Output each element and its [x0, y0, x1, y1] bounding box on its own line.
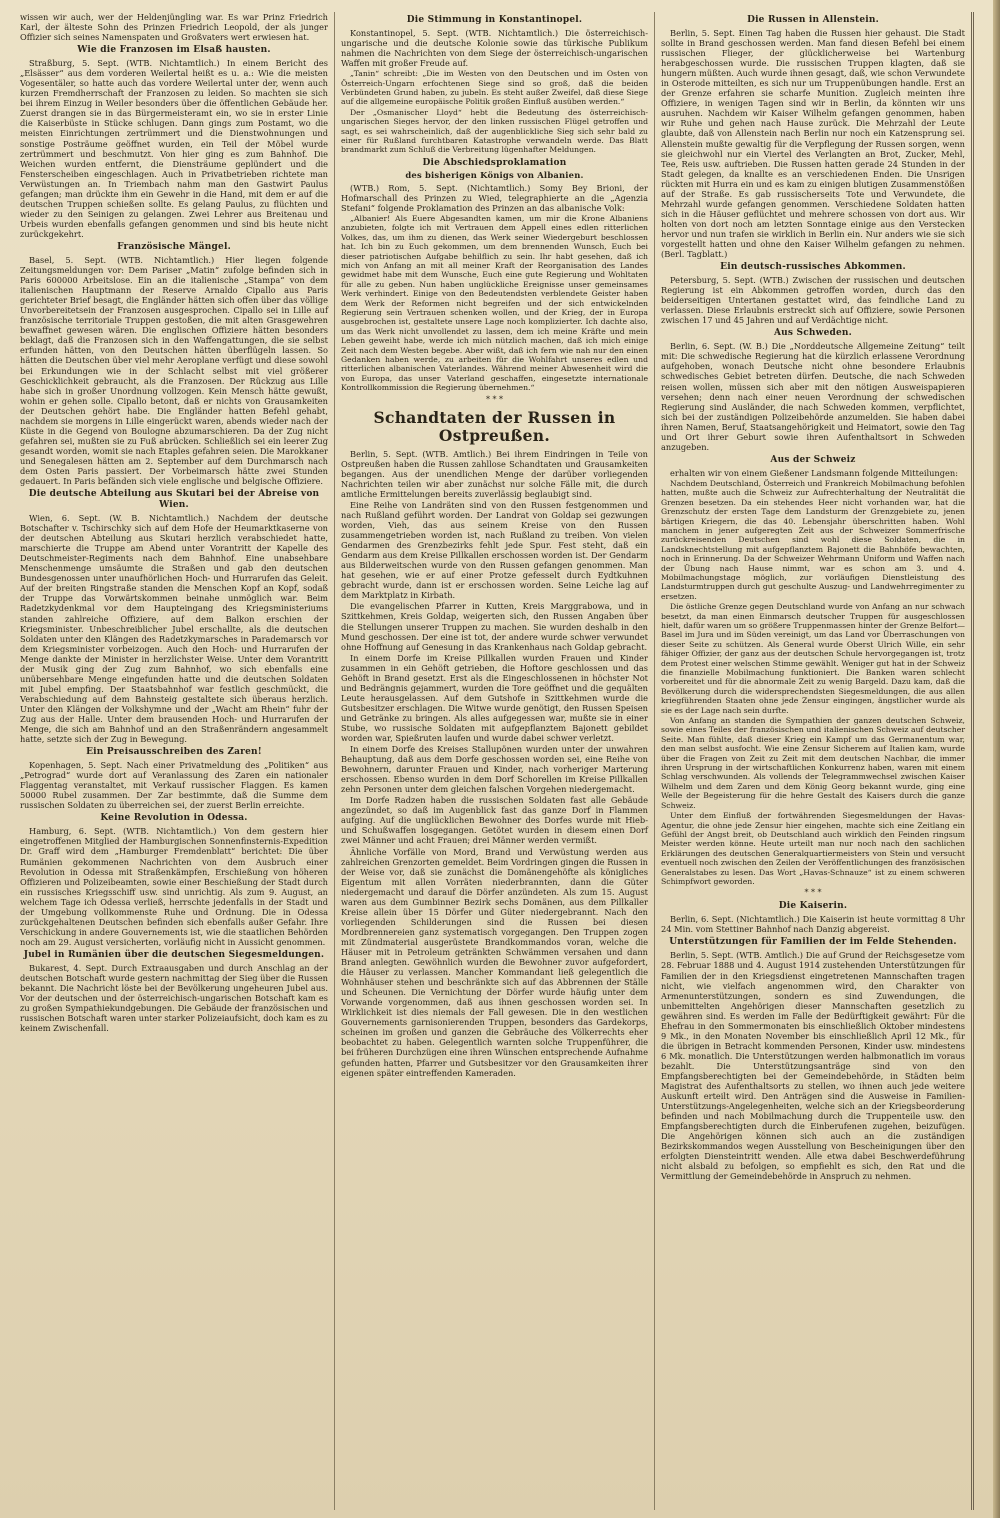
- article-headline: Unterstützungen für Familien der im Felde Stehenden.: [669, 937, 957, 948]
- article-paragraph: Berlin, 6. Sept. (W. B.) Die „Norddeutsche Allgemeine Zeitung“ teilt mit: Die schwedische Regierung hat die kürzlich erlassene Verordnung aufgehoben, wonach Deutsche nicht ohne besondere Erlaubnis schwedisches Gebiet betreten dürfen. Deutsche, die nach Schweden reisen wollen, müssen sich aber mit den nötigen Ausweispapieren versehen; denn nach einer neuen Verordnung der schwedischen Regierung sind Ausländer, die nach Schweden kommen, verpflichtet, sich bei der zuständigen Polizeibehörde anzumelden. Sie haben dabei ihren Namen, Beruf, Staatsangehörigkeit und Heimatort, sowie den Tag und Ort ihrer Geburt sowie ihren Aufenthaltsort in Schweden anzugeben.: [661, 341, 965, 452]
- article-paragraph: In einem Dorfe im Kreise Pillkallen wurden Frauen und Kinder zusammen in ein Gehöft getrieben, die Hoftore geschlossen und das Gehöft in Brand gesetzt. Erst als die Eingeschlossenen in höchster Not und Bedrängnis gejammert, wurden die Tore geöffnet und die gequälten Leute herausgelassen. Auf dem Gutshofe in Szittkehmen wurde die Gutsbesitzer erschlagen. Die Witwe wurde genötigt, den Russen Speisen und Getränke zu bringen. Als alles aufgegessen war, mußte sie in einer Stube, wo russische Soldaten mit aufgepflanztem Bajonett gebildet worden war, Spießruten laufen und wurde dabei schwer verletzt.: [341, 652, 648, 744]
- article-paragraph: Petersburg, 5. Sept. (WTB.) Zwischen der russischen und deutschen Regierung ist ein Abkommen getroffen worden, durch das den beiderseitigen Untertanen gestattet wird, das feindliche Land zu verlassen. Diese Erlaubnis erstreckt sich auf Offiziere, sowie Personen zwischen 17 und 45 Jahren und auf Verdächtige nicht.: [661, 275, 965, 326]
- page-edge: [993, 0, 1000, 1518]
- article-headline: Wie die Franzosen im Elsaß hausten.: [77, 45, 271, 56]
- article-subheadline: des bisherigen Königs von Albanien.: [405, 169, 584, 180]
- quote-paragraph: „Albanier! Als Euere Abgesandten kamen, um mir die Krone Albaniens anzubieten, folgte ich mit Vertrauen dem Appell eines edlen ritterlichen Volkes, das, um ihm zu dienen, das Werk seiner Wiedergeburt beschlossen hat. Ich bin zu Euch gekommen, um dem brennenden Wunsch, Euch bei dieser patriotischen Aufgabe behilflich zu sein. Ihr habt gesehen, daß ich mich von Anfang an mit all meiner Kraft der Reorganisation des Landes gewidmet habe mit dem Wunsche, Euch eine gute Regierung und Wohltaten für alle zu geben. Nun haben unglückliche Ereignisse unser gemeinsames Werk verhindert. Einige von den Bedeutendsten verblendete Geister haben dem Werk der Reformen nicht begreifen und der sich entwickelnden Regierung sein Vertrauen schenken wollen, und der Krieg, der in Europa ausgebrochen ist, gestaltete unsere Lage noch komplizierter. Ich dachte also, um das Werk nicht unvollendet zu lassen, dem ich meine Kräfte und mein Leben geweiht habe, werde ich mich nützlich machen, daß ich mich einige Zeit nach dem Westen begebe. Aber wißt, daß ich fern wie nah nur den einen Gedanken haben werde, zu arbeiten für die Wohlfahrt unseres edlen und ritterlichen albanischen Vaterlandes. Während meiner Abwesenheit wird die von Europa, das unser Vaterland geschaffen, eingesetzte internationale Kontrollkommission die Regierung übernehmen.“: [341, 213, 648, 393]
- article-paragraph: (WTB.) Rom, 5. Sept. (Nichtamtlich.) Somy Bey Brioni, der Hofmarschall des Prinzen zu Wied, telegraphierte an die „Agenzia Stefani“ folgende Proklamation des Prinzen an das albanische Volk:: [341, 182, 648, 213]
- main-headline: Schandtaten der Russen in Ostpreußen.: [373, 407, 616, 445]
- article-paragraph: Eine Reihe von Landräten sind von den Russen festgenommen und nach Rußland geführt worden. Der Landrat von Goldap sei gezwungen worden, Vieh, das aus seinem Kreise von den Russen zusammengetrieben worden ist, nach Rußland zu treiben. Von vielen Gendarmen des Grenzbezirks fehlt jede Spur. Fest steht, daß ein Gendarm aus dem Kreise Pillkallen erschossen worden ist. Der Gendarm aus Bilderweitschen wurde von den Russen gefangen genommen. Man hat gesehen, wie er auf einer Protze gefesselt durch Eydtkuhnen gebracht wurde, dann ist er erschossen worden. Seine Leiche lag auf dem Marktplatz in Kirbath.: [341, 499, 648, 601]
- column-middle: [334, 12, 654, 1510]
- article-paragraph: Berlin, 5. Sept. (WTB. Amtlich.) Die auf Grund der Reichsgesetze vom 28. Februar 1888 und 4. August 1914 zustehenden Unterstützungen für Familien der in den Kriegsdienst eingetretenen Mannschaften tragen nicht, wie vielfach angenommen wird, den Charakter von Armenunterstützungen, sondern es sind Zuwendungen, die unbemittelten Angehörigen dieser Mannschaften gesetzlich zu gewähren sind. Es werden im Falle der Bedürftigkeit gewährt: Für die Ehefrau in den Sommermonaten bis einschließlich Oktober mindestens 9 Mk., in den Monaten November bis einschließlich April 12 Mk., für die übrigen in Betracht kommenden Personen, Kinder usw. mindestens 6 Mk. monatlich. Die Unterstützungen werden halbmonatlich im voraus bezahlt. Die Unterstützungsanträge sind von den Empfangsberechtigten bei der Gemeindebehörde, in Städten beim Magistrat des Aufenthaltsorts zu stellen, wo ihnen auch jede weitere Auskunft erteilt wird. Den Anträgen sind die Ausweise in Familien-Unterstützungs-Angelegenheiten, welche sich an der Kriegsbeorderung befinden und nach Mobilmachung durch die Truppenteile usw. den Empfangsberechtigten durch die Einberufenen zugehen, beizufügen. Die Angehörigen können sich auch an die zuständigen Bezirkskommandos wegen Ausstellung von Bescheinigungen über den erfolgten Diensteintritt wenden. Alle etwa dabei Beschwerdeführung nicht alsbald zu befolgen, so empfiehlt es sich, den Rat und die Vermittlung der Gemeindebehörde in Anspruch zu nehmen.: [661, 950, 965, 1182]
- quoted-passage: [661, 479, 965, 886]
- article-paragraph: Berlin, 5. Sept. (WTB. Amtlich.) Bei ihrem Eindringen in Teile von Ostpreußen haben die Russen zahllose Schandtaten und Grausamkeiten begangen. Aus der unendlichen Menge der darüber vorliegenden Nachrichten teilen wir aber zunächst nur solche Fälle mit, die durch amtliche Ermittelungen bereits zuverlässig beglaubigt sind.: [341, 448, 648, 499]
- column-right: [654, 12, 974, 1510]
- article-headline: Ein Preisausschreiben des Zaren!: [86, 747, 262, 758]
- column-container: [14, 12, 986, 1510]
- article-paragraph: Kopenhagen, 5. Sept. Nach einer Privatmeldung des „Politiken“ aus „Petrograd“ wurde dort auf Veranlassung des Zaren ein nationaler Flaggentag veranstaltet, mit Verkauf russischer Flaggen. Es kamen 50000 Rubel zusammen. Der Zar bestimmte, daß die Summe dem russischen Soldaten zu überreichen sei, der zuerst Berlin erreichte.: [20, 760, 328, 811]
- article-headline: Aus Schweden.: [773, 328, 853, 339]
- quote-paragraph: Unter dem Einfluß der fortwährenden Siegesmeldungen der Havas-Agentur, die ohne jede Zensur hier eingehen, machte sich eine Zeitlang ein Gefühl der Angst breit, ob Deutschland auch wirklich den Feinden ringsum Meister werden könne. Heute urteilt man nur noch nach den sachlichen Erklärungen des deutschen Generalquartiermeisters von Stein und versucht eventuell noch zwischen den Zeilen der Veröffentlichungen des französischen Generalstabes zu lesen. Das Wort „Havas-Schnauze“ ist zu einem schweren Schimpfwort geworden.: [661, 811, 965, 886]
- article-paragraph: Im Dorfe Radzen haben die russischen Soldaten fast alle Gebäude angezündet, so daß im Augenblick fast das ganze Dorf in Flammen aufging. Auf die unglücklichen Bewohner des Dorfes wurde mit Hieb- und Schußwaffen losgegangen. Getötet wurden in diesem einen Dorf zwei Männer und acht Frauen; drei Männer werden vermißt.: [341, 795, 648, 846]
- column-left: [14, 12, 334, 1510]
- article-paragraph: Die evangelischen Pfarrer in Kutten, Kreis Marggrabowa, und in Szittkehmen, Kreis Goldap, weigerten sich, den Russen Angaben über die Stellungen unserer Truppen zu machen. Sie wurden deshalb in den Mund geschossen. Der eine ist tot, der andere wurde schwer verwundet ohne Hoffnung auf Genesung in das Krankenhaus nach Goldap gebracht.: [341, 601, 648, 652]
- article-paragraph: Ähnliche Vorfälle von Mord, Brand und Verwüstung werden aus zahlreichen Grenzorten gemeldet. Beim Vordringen gingen die Russen in der Weise vor, daß sie zunächst die Domänengehöfte als königliches Eigentum mit allen Vorräten niederbrannten, dann die Güter niedergemacht und darauf die Dörfer anzündeten. Als zum 15. August waren aus dem Gumbinner Bezirk sechs Domänen, aus dem Pillkaller Kreise allein über 15 Dörfer und Güter niedergebrannt. Nach den vorliegenden Schilderungen sind die Russen bei diesen Mordbrennereien ganz systematisch vorgegangen. Den Truppen zogen mit Zündmaterial ausgerüstete Brandkommandos voran, welche die Häuser mit in Petroleum getränkten Schwämmen versahen und dann Brand anlegten. Gewöhnlich wurden die Bewohner zuvor aufgefordert, die Häuser zu verlassen. Mancher Kommandant ließ gelegentlich die Wohnhäuser stehen und beschränkte sich auf das Abbrennen der Ställe und Scheunen. Die Vernichtung der Dörfer wurde häufig unter dem Vorwande vorgenommen, daß aus ihnen geschossen worden sei. In Wirklichkeit ist dies niemals der Fall gewesen. Die in den westlichen Gouvernements garnisonierenden Truppen, besonders das Gardekorps, scheinen im großen und ganzen die Gebräuche des Völkerrechts eher beobachtet zu haben. Gelegentlich warnten solche Truppenführer, die bei früheren Durchzügen eine ihren Wünschen entsprechende Aufnahme gefunden hatten, Pfarrer und Gutsbesitzer vor den Grausamkeiten ihrer eigenen später eintreffenden Kameraden.: [341, 846, 648, 1078]
- section-separator: * * *: [804, 888, 822, 898]
- article-headline: Die Kaiserin.: [778, 901, 848, 912]
- article-headline: Jubel in Rumänien über die deutschen Siegesmeldungen.: [23, 949, 325, 960]
- section-separator: * * *: [485, 394, 504, 404]
- article-paragraph: Basel, 5. Sept. (WTB. Nichtamtlich.) Hier liegen folgende Zeitungsmeldungen vor: Dem Pariser „Matin“ zufolge befinden sich in Paris 600000 Arbeitslose. Ein an die italienische „Stampa“ von dem italienischen Hauptmann der Reserve Arnaldo Cipallo aus Paris gerichteter Brief besagt, die Engländer hätten sich offen über das völlige Unvorbereitetsein der Franzosen ausgesprochen. Cipallo sei in Lille auf französische territoriale Truppen gestoßen, die mit alten Grasgewehren bewaffnet gewesen wären. Die englischen Offiziere hätten besonders beklagt, daß die Franzosen sich in den Waffengattungen, die sie selbst erfunden hätten, von den Deutschen hätten überflügeln lassen. So hätten die Deutschen über viel mehr Aeroplane verfügt und diese sowohl bei Erkundungen wie in der Schlacht selbst mit viel größerer Geschicklichkeit gebraucht, als die Franzosen. Der Rückzug aus Lille habe sich in großer Unordnung vollzogen. Kein Mensch hätte gewußt, wohin er gehen solle. Cipallo betont, daß er nichts von Grausamkeiten der Deutschen gehört habe. Die Engländer hatten Befehl gehabt, nachdem sie morgens in Lille eingerückt waren, abends wieder nach der Küste in die Gegend von Boulogne abzumarschieren. Da der Zug nicht gefahren sei, mußten sie zu Fuß abrücken. Schließlich sei ein leerer Zug gesandt worden, womit sie nach Etaples gefahren seien. Die Marokkaner und Senegalesen hätten am 2. September auf dem Durchmarsch nach dem Osten Paris passiert. Der Vorbeimarsch hätte zwei Stunden gedauert. In Paris befänden sich viele englische und belgische Offiziere.: [20, 254, 328, 487]
- quote-paragraph: Die östliche Grenze gegen Deutschland wurde von Anfang an nur schwach besetzt, da man einen Einmarsch deutscher Truppen für ausgeschlossen hielt, dafür waren um so größere Truppenmassen hinter der Grenze Belfort—Basel im Jura und im Süden vereinigt, um das Land vor Überraschungen von dieser Seite zu schützen. Als General wurde Oberst Ulrich Wille, ein sehr fähiger Offizier, der ganz aus der deutschen Schule hervorgegangen ist, trotz dem Protest einer welschen Stimme gewählt. Weniger gut hat in der Schweiz die finanzielle Mobilmachung funktioniert. Die Banken waren schlecht vorbereitet und für die abnormale Zeit zu wenig Bargeld. Dazu kam, daß die Bevölkerung durch die widersprechendsten Siegesmeldungen, die aus allen kriegführenden Staaten ohne jede Zensur eingingen, ängstlicher wurde als sie es der Lage nach sein durfte.: [661, 602, 965, 715]
- quote-paragraph: Nachdem Deutschland, Österreich und Frankreich Mobilmachung befohlen hatten, mußte auch die Schweiz zur Aufrechterhaltung der Neutralität die Grenzen besetzen. Da ein stehendes Heer nicht vorhanden war, hat die Grenzschutz der ersten Tage dem Landsturm der Grenzgebiete zu, jenen bärtigen Kriegern, die das 40. Lebensjahr überschritten haben. Wohl manchem in jener aufgeregten Zeit aus der Schweizer Sommerfrische zurückreisenden Deutschen sind wohl diese Soldaten, die in Landsknechtstellung mit aufgepflanztem Bajonett die Bahnhöfe bewachten, noch in Erinnerung. Da der Schweizer Wehrmann Uniform und Waffen nach der Übung nach Hause nimmt, war es schon am 3. und 4. Mobilmachungstage möglich, zur vorläufigen Dienstleistung des Landsturmtruppen durch gut geschulte Auszug- und Landwehrregimenter zu ersetzen.: [661, 478, 965, 601]
- article-paragraph: Wien, 6. Sept. (W. B. Nichtamtlich.) Nachdem der deutsche Botschafter v. Tschirschky sich auf dem Hofe der Heumarktkaserne von der deutschen Abteilung aus Skutari herzlich verabschiedet hatte, marschierte die Truppe am Abend unter Vorantritt der Kapelle des Deutschmeister-Regiments nach dem Bahnhof. Eine unabsehbare Menschenmenge umsäumte die Straßen und gab den deutschen Bundesgenossen unter unaufhörlichen Hoch- und Hurrarufen das Geleit. Auf der breiten Ringstraße standen die Menschen Kopf an Kopf, sodaß der Truppe das Vorwärtskommen beinahe unmöglich war. Beim Radetzkydenkmal vor dem Haupteingang des Kriegsministeriums standen zahlreiche Offiziere, auf dem Balkon erschien der Kriegsminister. Unbeschreiblicher Jubel erschallte, als die deutschen Soldaten unter den Klängen des Radetzkymarsches in Parademarsch vor dem Kriegsminister vorbeizogen. Auch den Hoch- und Hurrarufen der Menge dankte der Minister in herzlichster Weise. Unter dem Vorantritt der Musik ging der Zug zum Bahnhof, wo sich ebenfalls eine unübersehbare Menge eingefunden hatte und die deutschen Soldaten mit Jubel empfing. Der Staatsbahnhof war festlich geschmückt, die Verabschiedung auf dem Bahnsteig gestaltete sich überaus herzlich. Unter den Klängen der Volkshymne und der „Wacht am Rhein“ fuhr der Zug aus der Halle. Unter dem brausenden Hoch- und Hurrarufen der Menge, die sich am Bahnhof und an den Straßenrändern angesammelt hatte, setzte sich der Zug in Bewegung.: [20, 513, 328, 745]
- article-paragraph: Berlin, 6. Sept. (Nichtamtlich.) Die Kaiserin ist heute vormittag 8 Uhr 24 Min. vom Stettiner Bahnhof nach Danzig abgereist.: [661, 914, 965, 935]
- article-paragraph: Hamburg, 6. Sept. (WTB. Nichtamtlich.) Von dem gestern hier eingetroffenen Mitglied der Hamburgischen Sonnenfinsternis-Expedition Dr. Graff wird dem „Hamburger Fremdenblatt“ berichtet: Die über Rumänien gekommenen Nachrichten von dem Ausbruch einer Revolution in Odessa mit Straßenkämpfen, Erschießung von höheren Offizieren und Polizeibeamten, sowie einer Beschießung der Stadt durch ein russisches Kriegsschiff usw. sind unrichtig. Als zum 9. August, an welchem Tage ich Odessa verließ, herrschte jedenfalls in der Stadt und der Umgebung vollkommenste Ruhe und Ordnung. Die in Odessa zurückgehaltenen Deutschen befinden sich ebenfalls außer Gefahr. Ihre Verschickung in andere Gouvernements ist, wie die staatlichen Behörden noch am 29. August versicherten, vorläufig nicht in Aussicht genommen.: [20, 826, 328, 947]
- article-headline: Die Russen in Allenstein.: [747, 15, 879, 25]
- quote-paragraph: Von Anfang an standen die Sympathien der ganzen deutschen Schweiz, sowie eines Teiles der französischen und italienischen Schweiz auf deutscher Seite. Man fühlte, daß dieser Krieg ein Kampf um das Germanentum war, den man selbst ausfocht. Wie eine Zensur Sicherem auf Italien kam, wurde über die Fragen von Zeit zu Zeit mit dem deutschen Nachbar, die immer ihren Ursprung in der wirtschaftlichen Konkurrenz haben, waren mit einem Schlag verschwunden. Als vollends der Telegrammwechsel zwischen Kaiser Wilhelm und dem Zaren und dem König Georg bekannt wurde, ging eine Welle der Begeisterung für die hehre Gestalt des Kaisers durch die ganze Schweiz.: [661, 716, 965, 810]
- article-headline: Ein deutsch-russisches Abkommen.: [720, 262, 906, 273]
- article-paragraph: erhalten wir von einem Gießener Landsmann folgende Mitteilungen:: [670, 467, 958, 478]
- article-headline: Die Abschiedsproklamation: [422, 157, 567, 168]
- article-paragraph: Bukarest, 4. Sept. Durch Extraausgaben und durch Anschlag an der deutschen Botschaft wurde gestern nachmittag der Sieg über die Russen bekannt. Die Nachricht löste bei der Bevölkerung ungeheuren Jubel aus. Vor der deutschen und der österreichisch-ungarischen Botschaft kam es zu großen Sympathiekundgebungen. Die Gebäude der französischen und russischen Botschaft waren unter starker Polizeiaufsicht, doch kam es zu keinem Zwischenfall.: [20, 962, 328, 1034]
- quote-paragraph: „Tanin“ schreibt: „Die im Westen von den Deutschen und im Osten von Österreich-Ungarn erfochtenen Siege sind so groß, daß die beiden Verbündeten Grund haben, zu jubeln. Es steht außer Zweifel, daß diese Siege auf die allgemeine europäische Politik großen Einfluß ausüben werden.“: [341, 69, 648, 107]
- article-paragraph: wissen wir auch, wer der Heldenjüngling war. Es war Prinz Friedrich Karl, der älteste Sohn des Prinzen Friedrich Leopold, der als junger Offizier sich seines Namenspaten und Großvaters wert erwiesen hat.: [20, 12, 328, 43]
- article-headline: Die Stimmung in Konstantinopel.: [406, 15, 583, 25]
- quoted-passage: [341, 69, 648, 155]
- article-paragraph: Konstantinopel, 5. Sept. (WTB. Nichtamtlich.) Die österreichisch-ungarische und die deutsche Kolonie sowie das türkische Publikum nahmen die Nachrichten von dem Siege der österreichisch-ungarischen Waffen mit großer Freude auf.: [341, 28, 648, 69]
- quote-paragraph: Der „Osmanischer Lloyd“ hebt die Bedeutung des österreichisch-ungarischen Sieges hervor, der den linken russischen Flügel getroffen und sagt, es sei wahrscheinlich, daß der augenblickliche Sieg sich sehr bald zu einer für Rußland furchtbaren Katastrophe verwandeln werde. Das Blatt brandmarkt zum Schluß die Verbreitung lügenhafter Meldungen.: [341, 107, 648, 155]
- article-headline: Aus der Schweiz: [770, 454, 856, 465]
- quoted-passage: [341, 214, 648, 393]
- article-headline: Keine Revolution in Odessa.: [100, 813, 248, 824]
- article-headline: Die deutsche Abteilung aus Skutari bei der Abreise von Wien.: [28, 489, 320, 511]
- article-paragraph: Straßburg, 5. Sept. (WTB. Nichtamtlich.) In einem Bericht des „Elsässer“ aus dem vorderen Weilertal heißt es u. a.: Wie die meisten Vogesentäler, so hatte auch das vordere Weilertal unter der, wenn auch kurzen Fremdherrschaft der Franzosen zu leiden. So machten sie sich bei ihrem Einzug in Weiler besonders über die öffentlichen Gebäude her. Zuerst drangen sie in das Bürgermeisteramt ein, wo sie in erster Linie die Kaiserbüste in Stücke schlugen. Dann gings zum Postamt, wo die meisten Einrichtungen zertrümmert und die Dienstwohnungen und sonstige Posträume geöffnet wurden, ein Teil der Möbel wurde zertrümmert und beschmutzt. Von hier ging es zum Bahnhof. Die Weichen wurden entfernt, die Diensträume geplündert und die Fensterscheiben eingeschlagen. Auch in Privatbetrieben richtete man Verwüstungen an. In Triembach nahm man den Gastwirt Paulus gefangen; man drückte ihm ein Gewehr in die Hand, mit dem er auf die deutschen Truppen schießen sollte. Es gelang Paulus, zu flüchten und wieder zu den Seinigen zu gelangen. Zwei Lehrer aus Breitenau und Urbeis wurden ebenfalls gefangen genommen und sind bis heute nicht zurückgekehrt.: [20, 58, 328, 239]
- article-paragraph: In einem Dorfe des Kreises Stallupönen wurden unter der unwahren Behauptung, daß aus dem Dorfe geschossen worden sei, eine Reihe von Bewohnern, darunter Frauen und Kinder, nach vorheriger Marterung erschossen. Ebenso wurden in dem Dorf Schorellen im Kreise Pillkallen zehn Personen unter dem gleichen falschen Vorgehen niedergemacht.: [341, 744, 648, 795]
- article-paragraph: Berlin, 5. Sept. Einen Tag haben die Russen hier gehaust. Die Stadt sollte in Brand geschossen werden. Man fand diesen Befehl bei einem russischen Flieger, der glücklicherweise bei Wartenburg herabgeschossen wurde. Die russischen Truppen klagten, daß sie hungern müßten. Auch wurde ihnen gesagt, daß, wie schon Verwundete in Osterode mitteilten, es sich nur um Truppenübungen handle. Erst an der Grenze erfahren sie scharfe Munition. Zugleich meinten ihre Offiziere, in wenigen Tagen sind wir in Berlin, da könnten wir uns ausruhen. Nachdem wir Kaiser Wilhelm gefangen genommen, haben wir Ruhe und gehen nach Hause zurück. Die Mehrzahl der Leute glaubte, daß von Allenstein nach Berlin nur noch ein Katzensprung sei. Allenstein mußte gewaltig für die Verpflegung der Russen sorgen, wenn sie gleichwohl nur ein Viertel des Verlangten an Brot, Zucker, Mehl, Tee, Reis usw. auftrieben. Die Russen hatten gerade 24 Stunden in der Stadt gelegen, da knallte es an verschiedenen Enden. Die Unsrigen rückten mit Hurra ein und es kam zu einigen blutigen Zusammenstößen auf der Straße. Es gab russischerseits Tote und Verwundete, die Mehrzahl wurde gefangen genommen. Verschiedene Soldaten hatten sich in die Häuser geflüchtet und mehrere schossen von dort aus. Wir holten von dort noch am letzten Sonntage einige aus den Verstecken hervor und nun trafen sie wirklich in Berlin ein. Nur anders wie sie sich vorgestellt hatten und ohne den Kaiser Wilhelm gefangen zu nehmen. (Berl. Tagblatt.): [661, 28, 965, 260]
- article-headline: Französische Mängel.: [117, 241, 231, 252]
